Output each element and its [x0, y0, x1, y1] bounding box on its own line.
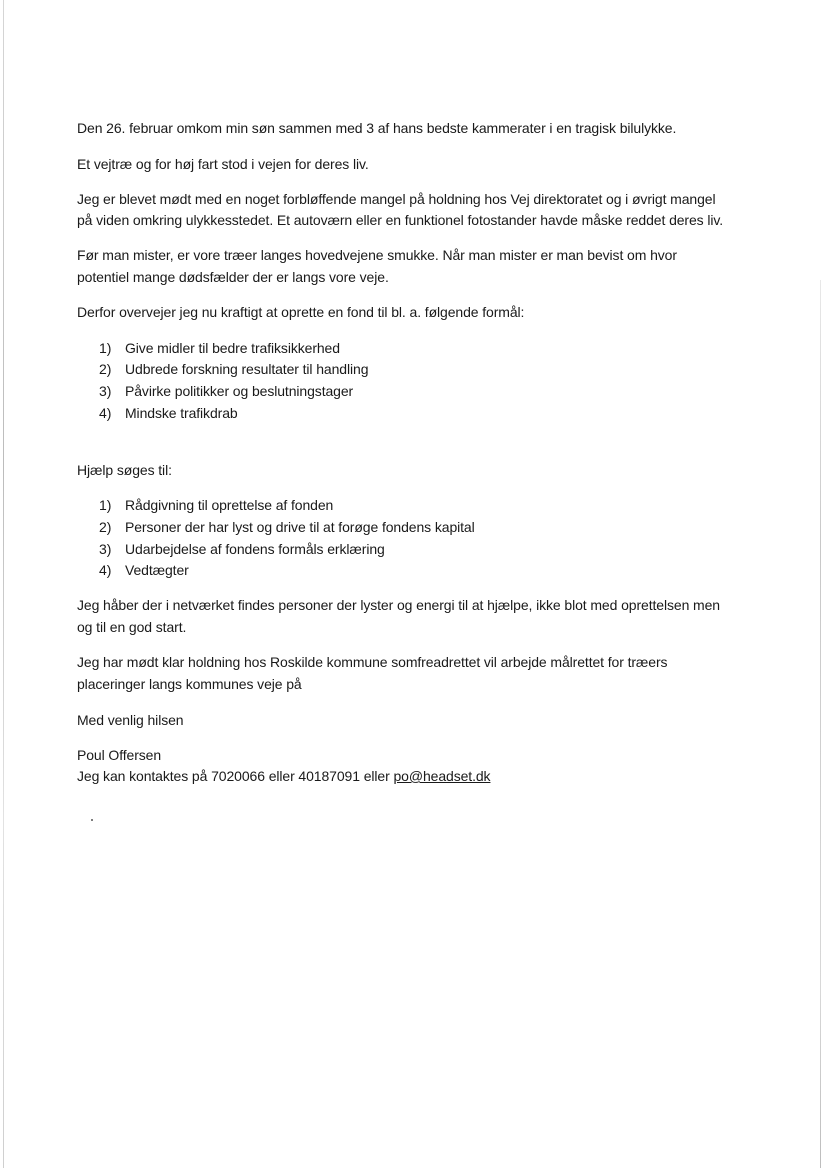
paragraph-directorate-line-2: på viden omkring ulykkesstedet. Et autoværn eller en funktionel fotostander havde måske reddet deres liv. [77, 212, 724, 228]
paragraph-roskilde-line-1: Jeg har mødt klar holdning hos Roskilde kommune somfreadrettet vil arbejde målrettet for træers [77, 654, 668, 670]
list-item-number: 1) [99, 340, 112, 356]
contact-line [77, 767, 490, 785]
list-item-number: 2) [99, 519, 112, 535]
paragraph-directorate-line-1: Jeg er blevet mødt med en noget forbløffende mangel på holdning hos Vej direktoratet og i øvrigt mangel [77, 191, 716, 207]
paragraph-fund-intro: Derfor overvejer jeg nu kraftigt at oprette en fond til bl. a. følgende formål: [77, 304, 525, 320]
closing-greeting: Med venlig hilsen [77, 712, 184, 728]
list-item-text: Personer der har lyst og drive til at forøge fondens kapital [125, 519, 475, 535]
list-item-text: Give midler til bedre trafiksikkerhed [125, 340, 340, 356]
list-item-text: Udarbejdelse af fondens formåls erklæring [125, 541, 385, 557]
paragraph-network-line-1: Jeg håber der i netværket findes personer der lyster og energi til at hjælpe, ikke blot med oprettelsen men [77, 597, 720, 613]
paragraph-trees-line-1: Før man mister, er vore træer langes hovedvejene smukke. Når man mister er man bevist om hvor [77, 247, 677, 263]
scan-speck [91, 819, 93, 821]
signature-name: Poul Offersen [77, 747, 162, 763]
list-item-text: Rådgivning til oprettelse af fonden [125, 497, 334, 513]
list-item-number: 4) [99, 562, 112, 578]
list-item-number: 4) [99, 405, 112, 421]
paragraph-accident: Den 26. februar omkom min søn sammen med 3 af hans bedste kammerater i en tragisk bilulykke. [77, 120, 677, 136]
list-item-number: 3) [99, 383, 112, 399]
help-heading: Hjælp søges til: [77, 462, 172, 478]
list-item-number: 2) [99, 361, 112, 377]
list-item-text: Udbrede forskning resultater til handling [125, 361, 369, 377]
paragraph-trees-line-2: potentiel mange dødsfælder der er langs vore veje. [77, 269, 389, 285]
paragraph-tree-speed: Et vejtræ og for høj fart stod i vejen for deres liv. [77, 156, 369, 172]
paragraph-roskilde-line-2: placeringer langs kommunes veje på [77, 676, 302, 692]
contact-text: Jeg kan kontaktes på 7020066 eller 40187091 eller [77, 768, 394, 784]
list-item-text: Vedtægter [125, 562, 189, 578]
list-item-text: Påvirke politikker og beslutningstager [125, 383, 354, 399]
email-link[interactable]: po@headset.dk [393, 768, 491, 784]
list-item-number: 1) [99, 497, 112, 513]
list-item-number: 3) [99, 541, 112, 557]
list-item-text: Mindske trafikdrab [125, 405, 238, 421]
paragraph-network-line-2: og til en god start. [77, 619, 187, 635]
